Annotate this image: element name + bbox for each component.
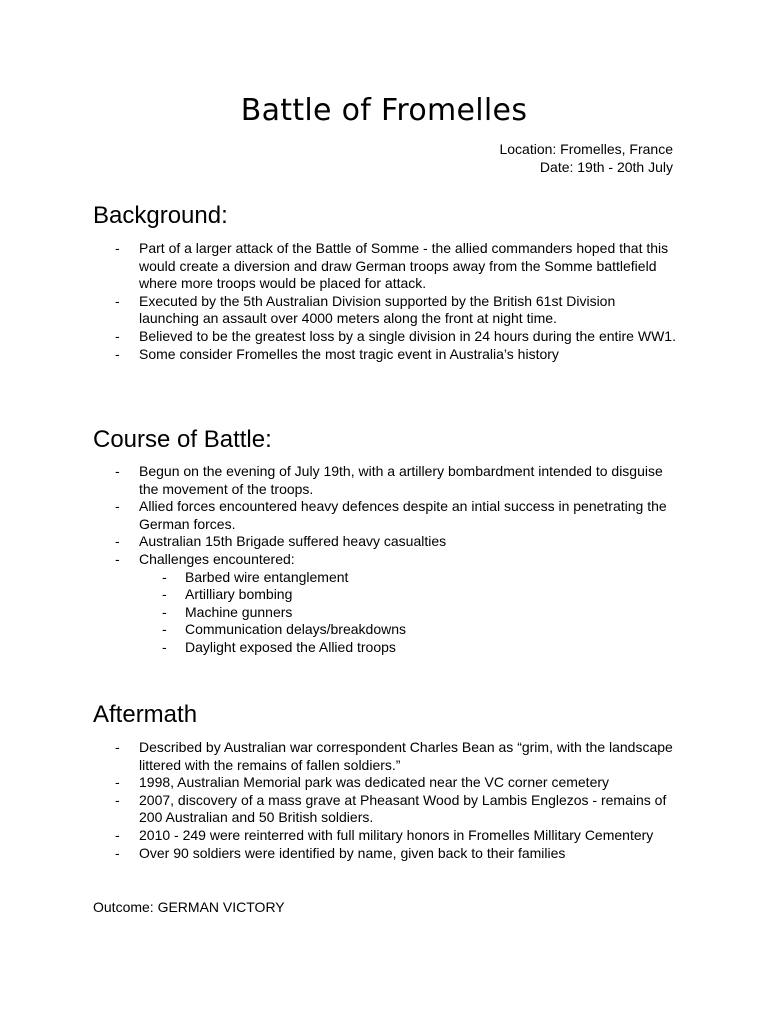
bullet-dash: - [115, 240, 120, 256]
location-line: Location: Fromelles, France [499, 141, 673, 157]
list-item [0, 551, 768, 569]
list-item [0, 240, 768, 293]
list-item-text: 1998, Australian Memorial park was dedicated near the VC corner cemetery [139, 774, 610, 791]
bullet-dash: - [162, 621, 167, 638]
bullet-dash: - [115, 826, 120, 843]
sub-list-item [0, 586, 768, 604]
sub-list-item [0, 569, 768, 587]
list-item [0, 346, 768, 364]
bullet-dash: - [115, 463, 120, 479]
bullet-dash: - [115, 844, 120, 861]
list-item-text: Over 90 soldiers were identified by name, given back to their families [139, 844, 566, 861]
sub-list-item [0, 604, 768, 622]
aftermath-heading: Aftermath [93, 701, 198, 728]
list-item [0, 498, 768, 533]
bullet-dash: - [115, 498, 120, 515]
document-title: Battle of Fromelles [240, 93, 528, 128]
list-item [0, 845, 768, 863]
background-list [0, 240, 768, 363]
list-item-text: Described by Australian war correspondent Charles Bean as “grim, with the landscape littered with the remains of fallen soldiers.” [139, 739, 673, 773]
list-item-text: Executed by the 5th Australian Division supported by the British 61st Division launching an assault over 4000 meters along the front at night time. [139, 292, 616, 327]
list-item-text: Some consider Fromelles the most tragic event in Australia’s history [139, 345, 559, 362]
bullet-dash: - [162, 638, 167, 655]
list-item-text: Barbed wire entanglement [185, 568, 349, 585]
list-item-text: 2007, discovery of a mass grave at Pheasant Wood by Lambis Englezos - remains of 200 Australian and 50 British soldiers. [139, 791, 667, 826]
list-item-text: Australian 15th Brigade suffered heavy casualties [139, 533, 447, 550]
bullet-dash: - [115, 533, 120, 550]
outcome-line: Outcome: GERMAN VICTORY [93, 899, 285, 915]
meta-block [499, 141, 673, 176]
list-item-text: Communication delays/breakdowns [185, 621, 406, 638]
bullet-dash: - [115, 345, 120, 362]
sub-list-item [0, 621, 768, 639]
aftermath-list [0, 739, 768, 862]
list-item-text: 2010 - 249 were reinterred with full military honors in Fromelles Millitary Cementery [139, 826, 654, 843]
list-item-text: Allied forces encountered heavy defences despite an intial success in penetrating the German forces. [139, 498, 667, 532]
list-item-text: Part of a larger attack of the Battle of Somme - the allied commanders hoped that this would create a diversion and draw German troops away from the Somme battlefield where more troops would be placed for attack. [139, 240, 669, 292]
list-item-text: Believed to be the greatest loss by a single division in 24 hours during the entire WW1. [139, 327, 676, 344]
list-item-text: Begun on the evening of July 19th, with a artillery bombardment intended to disguise the movement of the troops. [139, 463, 663, 497]
list-item [0, 792, 768, 827]
bullet-dash: - [162, 586, 167, 603]
list-item [0, 463, 768, 498]
bullet-dash: - [115, 791, 120, 808]
bullet-dash: - [115, 774, 120, 791]
list-item-text: Daylight exposed the Allied troops [185, 638, 396, 655]
list-item-text: Artilliary bombing [185, 586, 293, 603]
course-list [0, 463, 768, 657]
list-item [0, 533, 768, 551]
sub-list-item [0, 639, 768, 657]
bullet-dash: - [162, 568, 167, 585]
course-heading: Course of Battle: [93, 426, 272, 453]
bullet-dash: - [115, 739, 120, 755]
list-item [0, 739, 768, 774]
list-item [0, 827, 768, 845]
list-item-text: Challenges encountered: [139, 550, 295, 567]
bullet-dash: - [115, 327, 120, 344]
bullet-dash: - [115, 550, 120, 567]
list-item [0, 774, 768, 792]
bullet-dash: - [162, 603, 167, 620]
list-item [0, 328, 768, 346]
background-heading: Background: [93, 202, 228, 229]
date-line: Date: 19th - 20th July [539, 158, 673, 175]
list-item [0, 293, 768, 328]
list-item-text: Machine gunners [185, 603, 293, 620]
bullet-dash: - [115, 292, 120, 309]
